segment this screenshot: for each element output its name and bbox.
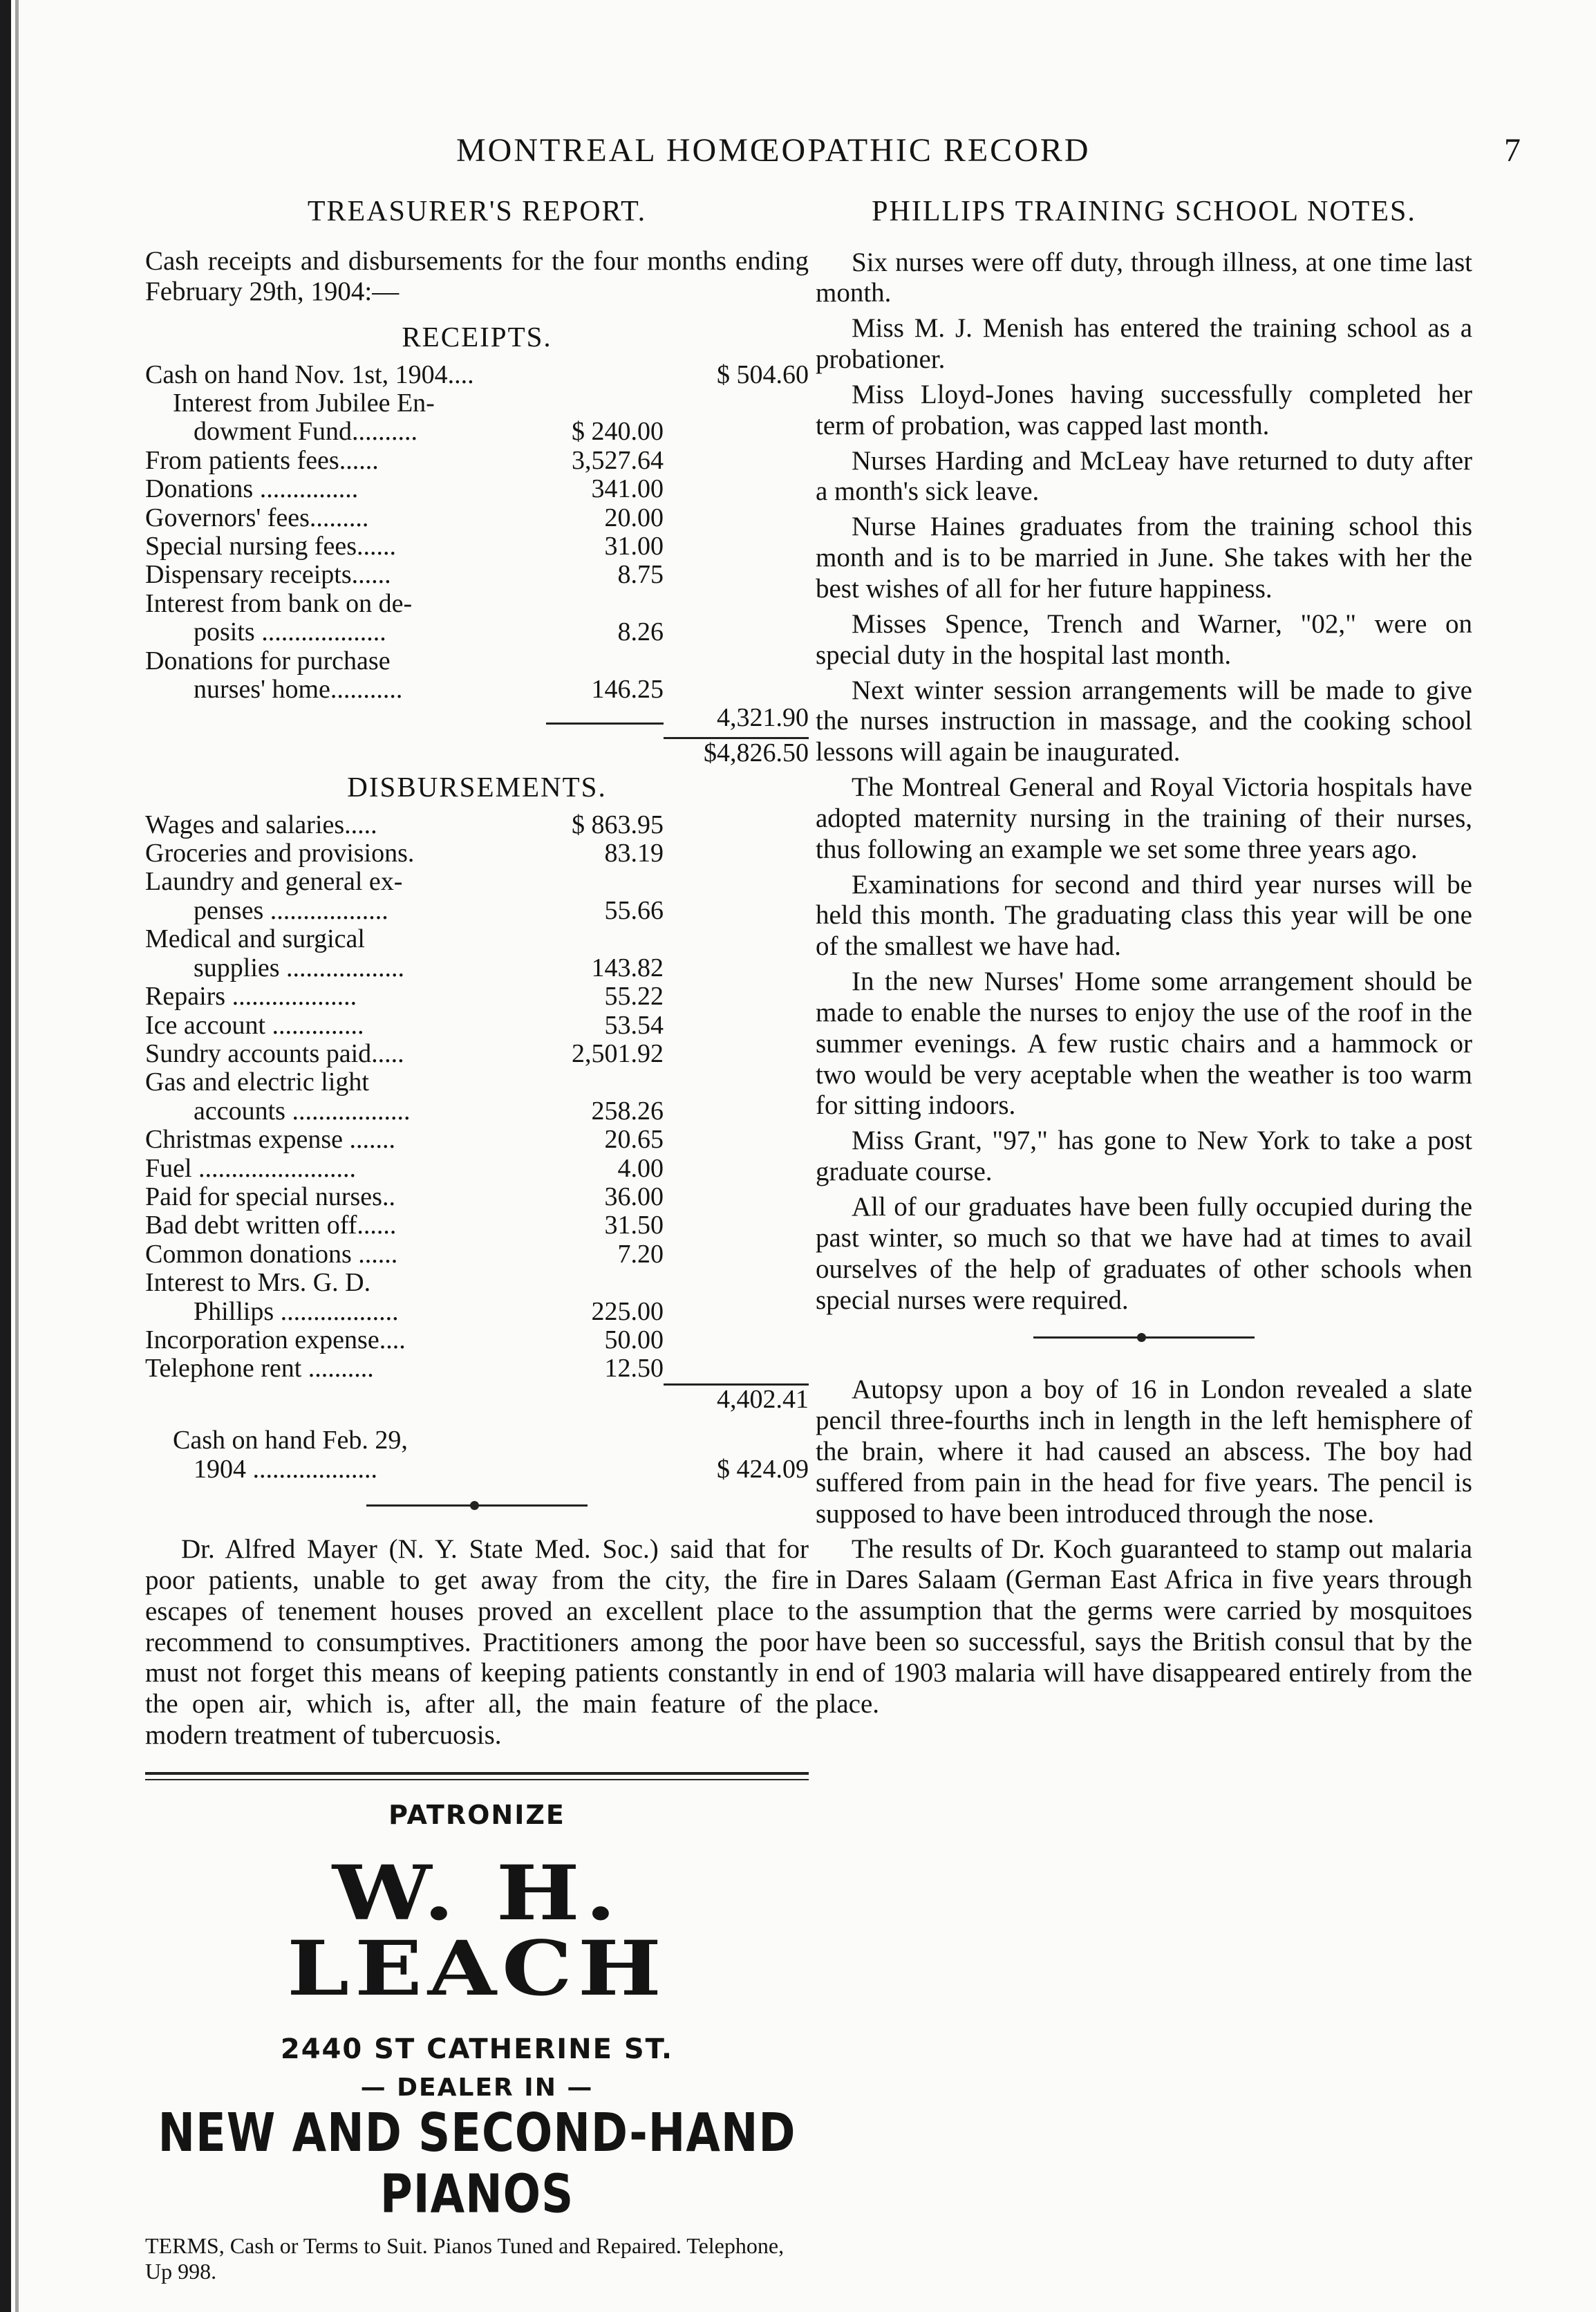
cash-on-hand-amount: $ 424.09	[717, 1454, 809, 1484]
cash-on-hand-label-continued: 1904 ...................	[194, 1455, 377, 1484]
receipt-row-continued	[145, 675, 809, 704]
disbursement-row	[145, 1269, 809, 1297]
receipt-label-continued: posits ...................	[194, 618, 386, 647]
disbursements-heading: DISBURSEMENTS.	[347, 771, 607, 803]
disbursement-label: Laundry and general ex-	[145, 868, 403, 897]
ad-patronize: PATRONIZE	[388, 1799, 565, 1830]
disbursement-label-continued: accounts ..................	[194, 1097, 411, 1126]
receipt-amount: 20.00	[604, 503, 664, 532]
disbursement-row	[145, 1068, 809, 1097]
receipt-amount: 31.00	[604, 532, 664, 561]
disbursement-row	[145, 925, 809, 953]
disbursement-label: Christmas expense .......	[145, 1126, 396, 1155]
disbursement-label: Gas and electric light	[145, 1068, 369, 1097]
receipt-label: Donations for purchase	[145, 646, 391, 675]
disbursement-label: Fuel ........................	[145, 1154, 357, 1183]
disbursement-row-continued	[145, 1097, 809, 1126]
receipt-amount: 146.25	[591, 675, 664, 705]
journal-title: MONTREAL HOMŒOPATHIC RECORD	[456, 132, 1091, 169]
disbursement-amount: 55.66	[604, 895, 664, 925]
receipt-row	[145, 389, 809, 418]
receipt-amount: $ 240.00	[572, 417, 664, 447]
receipt-row-continued	[145, 618, 809, 646]
disbursement-row-continued	[145, 897, 809, 925]
phillips-note: Miss M. J. Menish has entered the training school as a probationer.	[816, 313, 1472, 375]
disbursement-row	[145, 1326, 809, 1354]
phillips-note: Misses Spence, Trench and Warner, "02," were on special duty in the hospital last month.	[816, 608, 1472, 670]
disbursement-row	[145, 1211, 809, 1240]
disbursement-amount: 53.54	[604, 1010, 664, 1040]
receipts-ledger	[145, 361, 809, 768]
receipt-label: Donations ...............	[145, 475, 359, 504]
receipt-row	[145, 361, 809, 389]
disbursement-amount: 55.22	[604, 982, 664, 1012]
disbursement-row	[145, 1354, 809, 1383]
autopsy-paragraph: Autopsy upon a boy of 16 in London revealed a slate pencil three-fourths inch in length in the left hemisphere of the brain, where it had caused an abscess. The boy had suffered from pain in the head for five years. The pencil is supposed to have been introduced through the nose.	[816, 1374, 1472, 1529]
receipt-row	[145, 475, 809, 503]
ad-firm-name: W. H. LEACH	[287, 1849, 667, 2013]
disbursement-row	[145, 811, 809, 839]
disbursement-label: Wages and salaries.....	[145, 810, 377, 839]
receipts-heading: RECEIPTS.	[402, 321, 552, 353]
disbursement-row	[145, 982, 809, 1011]
phillips-note: All of our graduates have been fully occupied during the past winter, so much so that we have had at times to avail ourselves of the help of graduates of other schools when special nurses were required.	[816, 1192, 1472, 1315]
disbursement-label-continued: Phillips ..................	[194, 1297, 399, 1326]
disbursement-row	[145, 868, 809, 896]
koch-paragraph: The results of Dr. Koch guaranteed to stamp out malaria in Dares Salaam (German East Africa in five years through the assumption that the germs were carried by mosquitoes have been so successful, says the British consul that by the end of 1903 malaria will have disappeared entirely from the place.	[816, 1533, 1472, 1719]
cash-on-hand-row-continued	[145, 1455, 809, 1484]
disbursement-row	[145, 1040, 809, 1068]
disbursement-amount: 31.50	[604, 1211, 664, 1240]
disbursement-amount: 225.00	[591, 1296, 664, 1326]
phillips-heading: PHILLIPS TRAINING SCHOOL NOTES.	[872, 196, 1416, 227]
mayer-paragraph: Dr. Alfred Mayer (N. Y. State Med. Soc.) said that for poor patients, unable to get away from the city, the fire escapes of tenement houses proved an excellent place to recommend to consumptives. Practitioners among the poor must not forget this means of keeping patients constantly in the open air, which is, after all, the main feature of the modern treatment of tubercuosis.	[145, 1534, 809, 1751]
receipts-subtotal: 4,321.90	[717, 703, 809, 733]
receipt-amount: 8.75	[617, 560, 664, 590]
ad-product: NEW AND SECOND-HAND PIANOS	[158, 2103, 796, 2226]
disbursement-label-continued: supplies ..................	[194, 953, 405, 982]
disbursement-label: Incorporation expense....	[145, 1325, 406, 1354]
section-divider	[1033, 1336, 1255, 1339]
receipt-label: Dispensary receipts......	[145, 561, 391, 590]
receipt-row	[145, 532, 809, 561]
disbursement-row	[145, 1183, 809, 1211]
disbursement-label: Medical and surgical	[145, 925, 365, 954]
receipt-amount: 3,527.64	[572, 445, 664, 475]
disbursement-label: Common donations ......	[145, 1240, 398, 1269]
left-column	[145, 187, 809, 2284]
section-divider	[366, 1504, 588, 1507]
receipt-total: $ 504.60	[717, 360, 809, 389]
advertisement-rule	[145, 1772, 809, 1780]
scan-edge-shadow	[0, 0, 11, 2312]
disbursement-label: Groceries and provisions.	[145, 839, 415, 868]
sum-rule	[546, 722, 664, 725]
disbursement-amount: 50.00	[604, 1325, 664, 1354]
disbursement-amount: 4.00	[617, 1153, 664, 1183]
disbursements-total-row	[145, 1383, 809, 1414]
receipt-row	[145, 561, 809, 589]
receipt-row-continued	[145, 418, 809, 446]
disbursement-label: Bad debt written off......	[145, 1211, 397, 1240]
disbursement-amount: 20.65	[604, 1125, 664, 1155]
receipt-label-continued: nurses' home...........	[194, 675, 403, 705]
disbursements-ledger	[145, 811, 809, 1484]
disbursement-label: Sundry accounts paid.....	[145, 1039, 404, 1068]
disbursement-amount: 12.50	[604, 1354, 664, 1383]
phillips-note: Nurses Harding and McLeay have returned to duty after a month's sick leave.	[816, 445, 1472, 507]
ad-address: 2440 ST CATHERINE ST.	[280, 2033, 674, 2065]
disbursement-label: Repairs ...................	[145, 982, 357, 1012]
phillips-note: The Montreal General and Royal Victoria hospitals have adopted maternity nursing in the training of their nurses, thus following an example we set some three years ago.	[816, 772, 1472, 864]
receipt-row	[145, 647, 809, 675]
receipt-amount: 8.26	[617, 617, 664, 647]
disbursement-row	[145, 1126, 809, 1154]
disbursement-amount: $ 863.95	[572, 810, 664, 839]
ad-terms: TERMS, Cash or Terms to Suit. Pianos Tuned and Repaired. Telephone, Up 998.	[145, 2232, 785, 2284]
phillips-note: In the new Nurses' Home some arrangement should be made to enable the nurses to enjoy the use of the roof in the summer evenings. A few rustic chairs and a hammock or two would be very aceptable when the weather is too warm for sitting indoors.	[816, 967, 1472, 1121]
receipt-amount: 341.00	[591, 474, 664, 504]
phillips-note: Next winter session arrangements will be made to give the nurses instruction in massage, and the cooking school lessons will again be inaugurated.	[816, 675, 1472, 767]
disbursement-row	[145, 839, 809, 868]
receipts-total: $4,826.50	[664, 737, 809, 767]
treasurer-heading: TREASURER'S REPORT.	[307, 196, 647, 227]
piano-advertisement	[145, 1800, 809, 2284]
disbursement-row-continued	[145, 954, 809, 982]
disbursement-amount: 36.00	[604, 1182, 664, 1211]
receipt-label: Interest from bank on de-	[145, 589, 413, 618]
disbursement-label: Paid for special nurses..	[145, 1182, 395, 1211]
cash-on-hand-row	[145, 1426, 809, 1455]
phillips-note: Examinations for second and third year nurses will be held this month. The graduating class this year will be one of the smallest we have had.	[816, 869, 1472, 962]
disbursement-label-continued: penses ..................	[194, 896, 388, 925]
receipt-label-continued: dowment Fund..........	[194, 418, 418, 447]
disbursement-amount: 143.82	[591, 953, 664, 982]
ad-dealer: — DEALER IN —	[360, 2073, 594, 2102]
disbursements-total: 4,402.41	[664, 1383, 809, 1414]
receipts-total-row	[145, 737, 809, 767]
disbursement-label: Telephone rent ..........	[145, 1354, 374, 1383]
receipt-label: From patients fees......	[145, 446, 379, 475]
disbursement-amount: 83.19	[604, 839, 664, 868]
phillips-note: Miss Grant, "97," has gone to New York to take a post graduate course.	[816, 1126, 1472, 1187]
receipt-row	[145, 504, 809, 532]
disbursement-amount: 7.20	[617, 1239, 664, 1269]
disbursement-row	[145, 1155, 809, 1183]
receipt-label: Cash on hand Nov. 1st, 1904....	[145, 360, 474, 389]
page-number: 7	[1504, 132, 1521, 169]
disbursement-label: Ice account ..............	[145, 1011, 364, 1040]
cash-on-hand-label: Cash on hand Feb. 29,	[173, 1426, 408, 1455]
scan-edge-shadow-inner	[15, 0, 19, 2312]
disbursement-row	[145, 1012, 809, 1040]
receipt-row	[145, 447, 809, 475]
receipt-label: Governors' fees.........	[145, 503, 369, 532]
disbursement-amount: 258.26	[591, 1096, 664, 1126]
phillips-note: Six nurses were off duty, through illness, at one time last month.	[816, 247, 1472, 308]
treasurer-intro: Cash receipts and disbursements for the four months ending February 29th, 1904:—	[145, 245, 809, 307]
receipt-row	[145, 590, 809, 618]
receipt-label: Interest from Jubilee En-	[173, 389, 435, 418]
running-header	[152, 131, 1521, 180]
disbursement-amount: 2,501.92	[572, 1038, 664, 1068]
disbursement-row	[145, 1240, 809, 1269]
phillips-note: Miss Lloyd-Jones having successfully completed her term of probation, was capped last month.	[816, 379, 1472, 440]
disbursement-label: Interest to Mrs. G. D.	[145, 1269, 371, 1298]
right-column	[816, 187, 1472, 1724]
phillips-note: Nurse Haines graduates from the training school this month and is to be married in June. She takes with her the best wishes of all for her future happiness.	[816, 512, 1472, 604]
receipts-subtotal-row	[145, 704, 809, 732]
receipt-label: Special nursing fees......	[145, 532, 397, 561]
disbursement-row-continued	[145, 1298, 809, 1326]
